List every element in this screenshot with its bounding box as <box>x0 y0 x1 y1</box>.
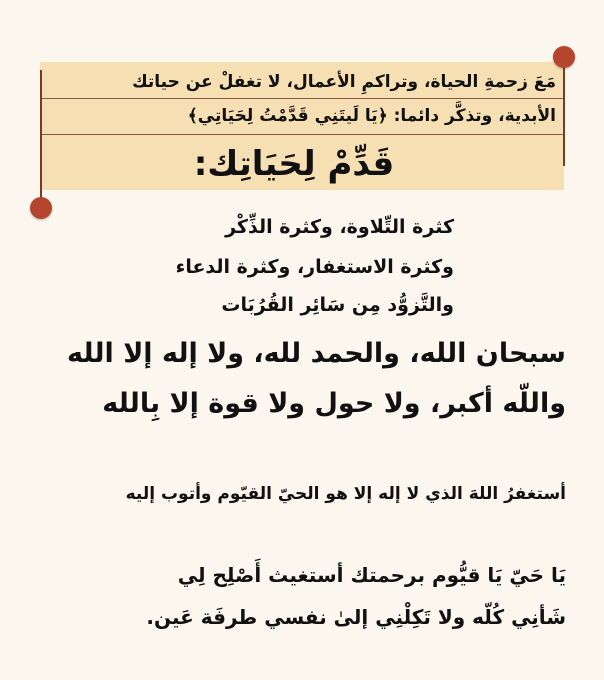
header-line-1: مَعَ زحمةِ الحياة، وتراكمِ الأعمال، لا تغفلْ عن حياتك <box>132 72 556 92</box>
page-title: قَدِّمْ لِحَيَاتِك: <box>193 144 395 184</box>
list-item-2: وكثرة الاستغفار، وكثرة الدعاء <box>175 256 454 278</box>
frame-line-right <box>563 54 565 166</box>
ornament-dot-top <box>553 46 575 68</box>
istighfar-line: أستغفرُ اللهَ الذي لا إله إلا هو الحيّ القيّوم وأتوب إليه <box>125 484 566 504</box>
list-item-1: كثرة التِّلاوة، وكثرة الذِّكْر <box>225 216 454 238</box>
ornament-dot-bottom <box>30 197 52 219</box>
dhikr-line-1: سبحان الله، والحمد لله، ولا إله إلا الله <box>67 338 566 369</box>
dhikr-line-2: واللّه أكبر، ولا حول ولا قوة إلا بِالله <box>102 388 566 419</box>
underline-2 <box>40 134 564 135</box>
list-item-3: والتَّزوُّد مِن سَائِر القُرُبَات <box>221 294 454 316</box>
dua-line-1: يَا حَيّ يَا قيُّوم برحمتك أستغيث أَصْلِح لِي <box>177 563 566 587</box>
header-line-2: الأبدية، وتذكَّر دائما: ﴿يَا لَيتَنِي قَدَّمْتُ لِحَيَاتِي﴾ <box>187 106 556 126</box>
underline-1 <box>40 98 564 99</box>
dua-line-2: شَأنِي كُلّه ولا تَكِلْنِي إلىٰ نفسي طرفَة عَين. <box>146 605 566 629</box>
